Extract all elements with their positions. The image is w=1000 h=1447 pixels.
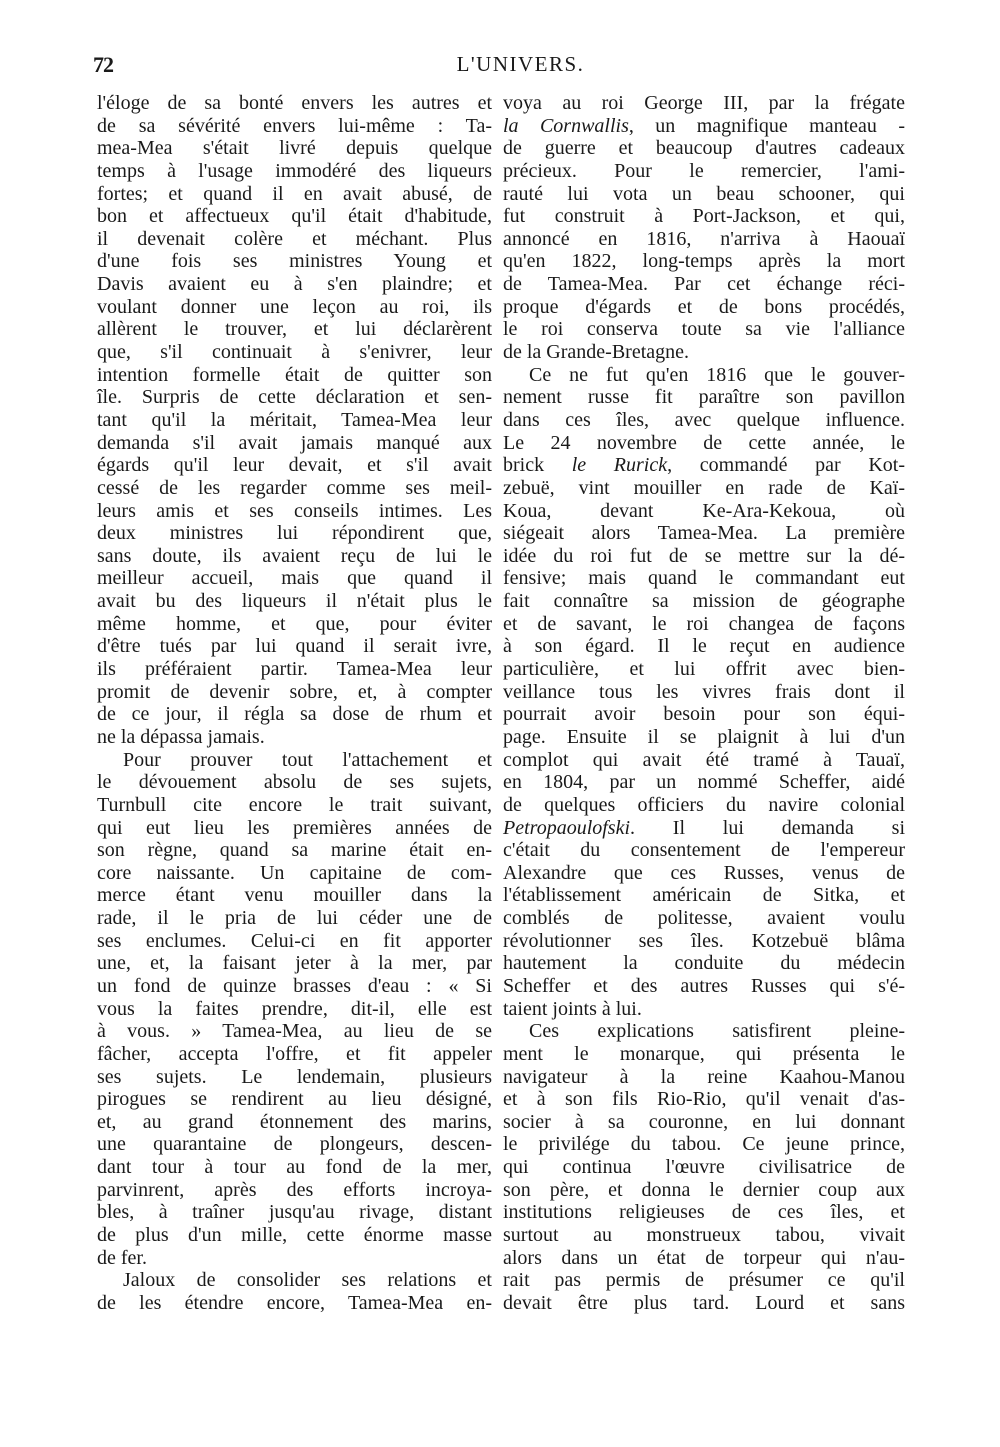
text-line: temps à l'usage immodéré des liqueurs (97, 159, 492, 182)
text-line: mea-Mea s'était livré depuis quelque (97, 137, 492, 160)
text-line: surtout au monstrueux tabou, vivait (503, 1224, 905, 1247)
text-line: navigateur à la reine Kaahou-Manou (503, 1065, 905, 1088)
text-line: allèrent le trouver, et lui déclarèrent (97, 318, 492, 341)
text-line: Scheffer et des autres Russes qui s'é- (503, 974, 905, 997)
page-header (93, 52, 908, 82)
text-line: une, et, la faisant jeter à la mer, par (97, 952, 492, 975)
text-line: Le 24 novembre de cette année, le (503, 431, 905, 454)
text-line: de sa sévérité envers lui-même : Ta- (97, 114, 492, 137)
text-line: en 1804, par un nommé Scheffer, aidé (503, 771, 905, 794)
text-line: de plus d'un mille, cette énorme masse (97, 1224, 492, 1247)
text-line: de fer. (97, 1246, 147, 1269)
text-column-right (503, 92, 905, 1315)
text-line: de ce jour, il régla sa dose de rhum et (97, 703, 492, 726)
text-line: de quelques officiers du navire colonial (503, 793, 905, 816)
text-line: fensive; mais quand le commandant eut (503, 567, 905, 590)
text-line: qui continua l'œuvre civilisatrice de (503, 1156, 905, 1179)
text-line: ses enclumes. Celui-ci en fit apporter (97, 929, 492, 952)
text-line: tant qu'il la méritait, Tamea-Mea leur (97, 408, 492, 431)
text-line: et à son fils Rio-Rio, qu'il venait d'as- (503, 1088, 905, 1111)
text-line: que, s'il continuait à s'enivrer, leur (97, 341, 492, 364)
running-title: L'UNIVERS. (456, 52, 585, 76)
text-line: une quarantaine de plongeurs, descen- (97, 1133, 492, 1156)
text-line: et, au grand étonnement des marins, (97, 1110, 492, 1133)
text-line: voya au roi George III, par la frégate (503, 92, 905, 114)
text-line: avait bu des liqueurs il n'était plus le (97, 590, 492, 613)
italic-ship-name: Petropaoulofski (503, 816, 631, 839)
text-line: pirogues se rendirent au lieu désigné, (97, 1088, 492, 1111)
text-line: de la Grande-Bretagne. (503, 341, 690, 364)
text-line: Koua, devant Ke-Ara-Kekoua, où (503, 499, 905, 522)
text-line: rauté lui vota un beau schooner, qui (503, 182, 905, 205)
text-line: Ces explications satisfirent pleine- (529, 1020, 905, 1043)
text-line: taient joints à lui. (503, 997, 642, 1020)
text-segment: , un magnifique manteau - (628, 114, 905, 137)
text-line: institutions religieuses de ces îles, et (503, 1201, 905, 1224)
text-line: fut construit à Port-Jackson, et qui, (503, 205, 905, 228)
text-line: révolutionner ses îles. Kotzebuë blâma (503, 929, 905, 952)
text-line: voulant donner une leçon au roi, ils (97, 295, 492, 318)
text-line: deux ministres lui répondirent que, (97, 522, 492, 545)
page-number: 72 (93, 52, 113, 77)
text-line: demanda s'il avait jamais manqué aux (97, 431, 492, 454)
text-line: merce étant venu mouiller dans la (97, 884, 492, 907)
text-line: Alexandre que ces Russes, venus de (503, 861, 905, 884)
text-line: rait pas permis de présumer ce qu'il (503, 1269, 905, 1292)
text-segment: brick (503, 454, 572, 477)
text-line: ils préféraient partir. Tamea-Mea leur (97, 658, 492, 681)
text-line: à vous. » Tamea-Mea, au lieu de se (97, 1020, 492, 1043)
text-line: le privilége du tabou. Ce jeune prince, (503, 1133, 905, 1156)
text-line: particulière, et lui offrit avec bien- (503, 658, 905, 681)
text-line: bles, à traîner jusqu'au rivage, distant (97, 1201, 492, 1224)
text-line: île. Surpris de cette déclaration et sen- (97, 386, 492, 409)
text-line: de guerre et beaucoup d'autres cadeaux (503, 137, 905, 160)
text-line: cessé de les regarder comme ses meil- (97, 476, 492, 499)
text-segment: , commandé par Kot- (667, 454, 905, 477)
text-line: vous la faites prendre, dit-il, elle est (97, 997, 492, 1020)
text-line: son règne, quand sa marine était en- (97, 839, 492, 862)
text-line: pourrait avoir besoin pour son équi- (503, 703, 905, 726)
text-line: parvinrent, après des efforts incroya- (97, 1178, 492, 1201)
text-line: de Tamea-Mea. Par cet échange réci- (503, 273, 905, 296)
text-column-left (97, 92, 492, 1315)
text-line (503, 817, 905, 840)
text-line: d'être tués par lui quand il serait ivre, (97, 635, 492, 658)
text-line: meilleur accueil, mais que quand il (97, 567, 492, 590)
text-line: zebuë, vint mouiller en rade de Kaï- (503, 476, 905, 499)
text-line: Turnbull cite encore le trait suivant, (97, 793, 492, 816)
text-line: Jaloux de consolider ses relations et (123, 1269, 492, 1292)
text-line: précieux. Pour le remercier, l'ami- (503, 159, 905, 182)
text-line: fait connaître sa mission de géographe (503, 590, 905, 613)
text-line: complot qui avait été tramé à Tauaï, (503, 748, 905, 771)
text-line: qu'en 1822, long-temps après la mort (503, 250, 905, 273)
text-line: ne la dépassa jamais. (97, 725, 265, 748)
text-line: son père, et donna le dernier coup aux (503, 1178, 905, 1201)
text-line: il devenait colère et méchant. Plus (97, 227, 492, 250)
text-line: même homme, et que, pour éviter (97, 612, 492, 635)
text-line: proque d'égards et de bons procédés, (503, 295, 905, 318)
text-line: d'une fois ses ministres Young et (97, 250, 492, 273)
text-line: ses sujets. Le lendemain, plusieurs (97, 1065, 492, 1088)
text-segment: . Il lui demanda si (630, 816, 905, 839)
text-line: dant tour à tour au fond de la mer, (97, 1156, 492, 1179)
text-line: bon et affectueux qu'il était d'habitude, (97, 205, 492, 228)
text-line: qui eut lieu les premières années de (97, 816, 492, 839)
text-line: fâcher, accepta l'offre, et fit appeler (97, 1042, 492, 1065)
italic-ship-name: la Cornwallis (503, 114, 629, 137)
text-line: alors dans un état de torpeur qui n'au- (503, 1246, 905, 1269)
text-line: promit de devenir sobre, et, à compter (97, 680, 492, 703)
text-line: hautement la conduite du médecin (503, 952, 905, 975)
text-line: l'établissement américain de Sitka, et (503, 884, 905, 907)
text-line: socier à sa couronne, en lui donnant (503, 1110, 905, 1133)
text-line: Pour prouver tout l'attachement et (123, 748, 492, 771)
text-line: l'éloge de sa bonté envers les autres et (97, 92, 492, 114)
italic-ship-name: le Rurick (571, 454, 668, 477)
text-line (503, 115, 905, 138)
text-line: de les étendre encore, Tamea-Mea en- (97, 1291, 492, 1314)
text-line: sans doute, ils avaient reçu de lui le (97, 544, 492, 567)
text-line: dans ces îles, avec quelque influence. (503, 408, 905, 431)
text-line: idée du roi fut de se mettre sur la dé- (503, 544, 905, 567)
text-line: leurs amis et ses conseils intimes. Les (97, 499, 492, 522)
text-line: Ce ne fut qu'en 1816 que le gouver- (529, 363, 905, 386)
text-line: comblés de politesse, avaient voulu (503, 907, 905, 930)
text-line: c'était du consentement de l'empereur (503, 839, 905, 862)
text-line: siégeait alors Tamea-Mea. La première (503, 522, 905, 545)
text-line: le dévouement absolu de ses sujets, (97, 771, 492, 794)
text-line: égards qu'il leur devait, et s'il avait (97, 454, 492, 477)
text-line: intention formelle était de quitter son (97, 363, 492, 386)
text-line: annoncé en 1816, n'arriva à Haouaï (503, 227, 905, 250)
text-line: core naissante. Un capitaine de com- (97, 861, 492, 884)
text-line: à son égard. Il le reçut en audience (503, 635, 905, 658)
text-line: devait être plus tard. Lourd et sans (503, 1291, 905, 1314)
text-line: Davis avaient eu à s'en plaindre; et (97, 273, 492, 296)
text-line: un fond de quinze brasses d'eau : « Si (97, 974, 492, 997)
text-line: rade, il le pria de lui céder une de (97, 907, 492, 930)
text-line: fortes; et quand il en avait abusé, de (97, 182, 492, 205)
text-line: ment le monarque, qui présenta le (503, 1042, 905, 1065)
text-line: et de savant, le roi changea de façons (503, 612, 905, 635)
text-line: page. Ensuite il se plaignit à lui d'un (503, 725, 905, 748)
text-line: nement russe fit paraître son pavillon (503, 386, 905, 409)
text-line (503, 454, 905, 477)
text-line: veillance tous les vivres frais dont il (503, 680, 905, 703)
text-line: le roi conserva toute sa vie l'alliance (503, 318, 905, 341)
